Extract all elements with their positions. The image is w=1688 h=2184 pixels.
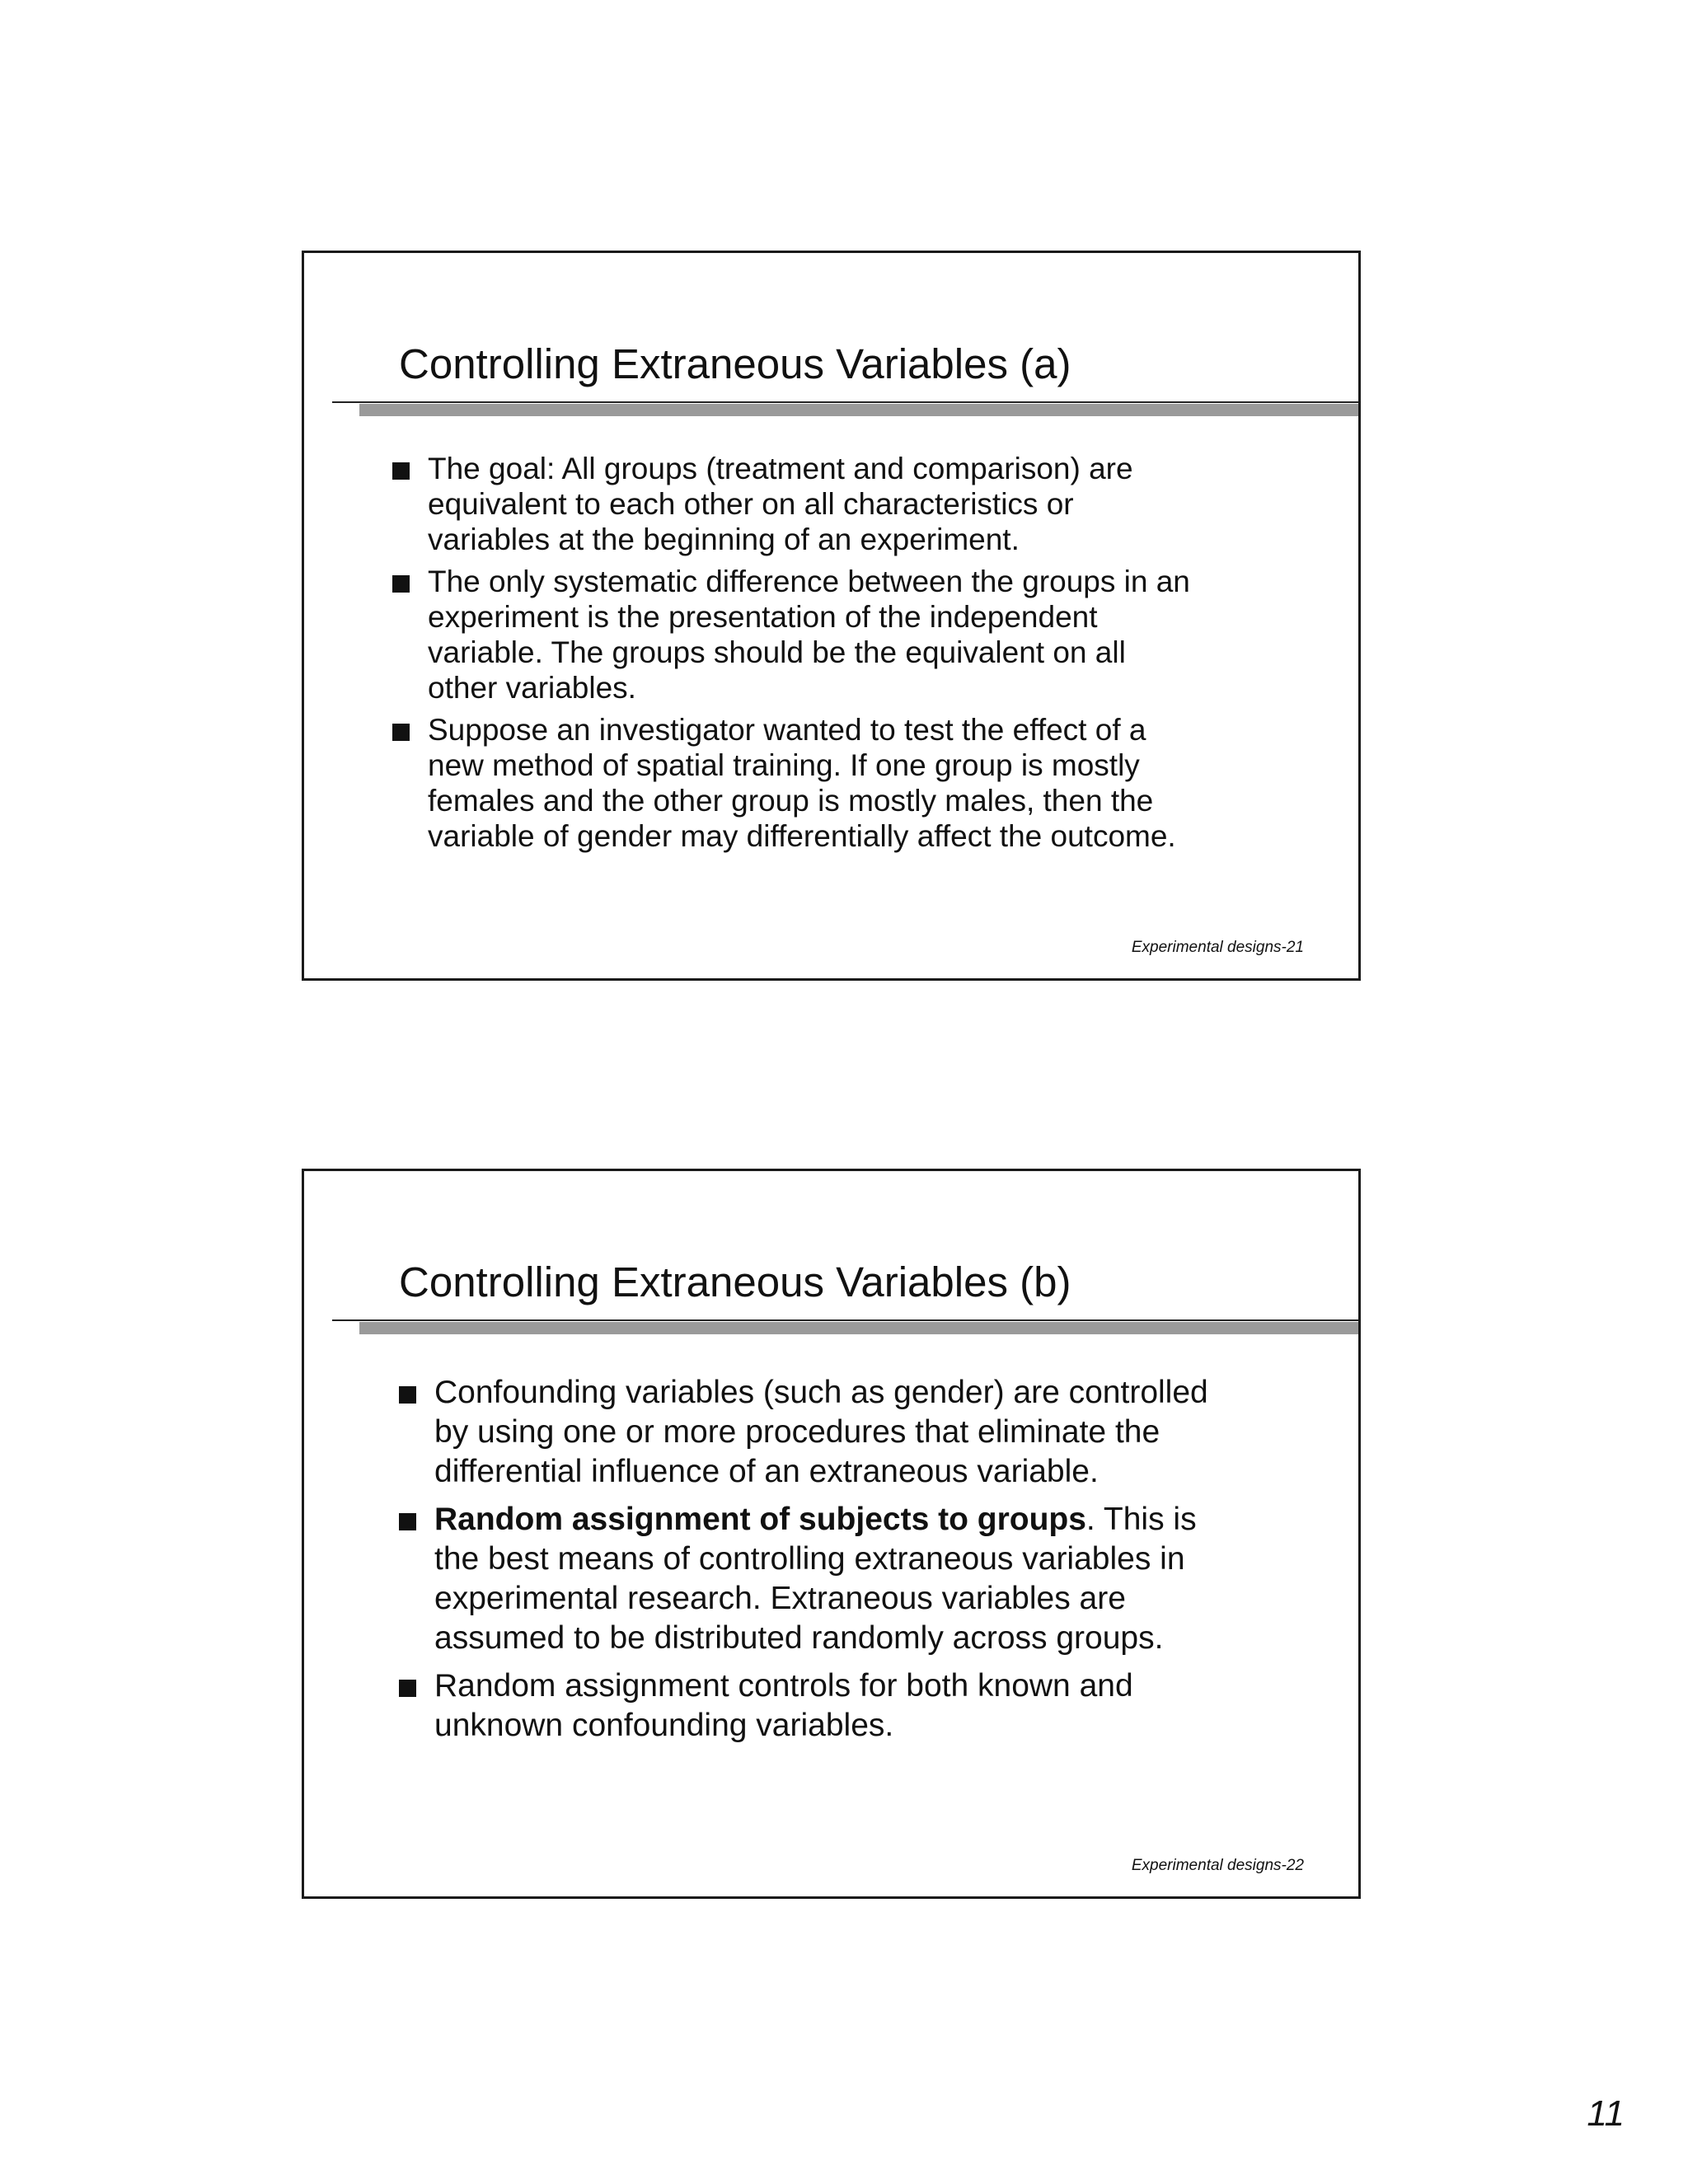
bullet-line-rest: . This is <box>1085 1502 1197 1537</box>
bullet-list <box>392 451 1190 860</box>
bullet-text <box>428 564 1190 705</box>
square-bullet-icon <box>392 462 410 480</box>
bullet-line: The only systematic difference between the groups in an <box>428 565 1190 598</box>
title-divider-bar <box>359 404 1358 416</box>
page-number: 11 <box>1587 2093 1625 2134</box>
title-divider <box>332 401 1358 403</box>
title-divider <box>332 1319 1358 1321</box>
bullet-item <box>392 451 1190 557</box>
bullet-emphasis: Random assignment of subjects to groups <box>434 1502 1086 1537</box>
title-divider-bar <box>359 1322 1358 1334</box>
bullet-line: other variables. <box>428 671 636 705</box>
slide-22 <box>302 1169 1361 1899</box>
bullet-text <box>428 451 1190 557</box>
slide-footer: Experimental designs-22 <box>1131 1857 1304 1874</box>
bullet-text <box>434 1666 1208 1746</box>
bullet-line <box>434 1500 1208 1540</box>
bullet-item <box>392 564 1190 705</box>
bullet-item <box>399 1666 1208 1746</box>
bullet-line: variable of gender may differentially affect the outcome. <box>428 819 1176 853</box>
square-bullet-icon <box>392 575 410 593</box>
slide-21 <box>302 251 1361 981</box>
slide-title: Controlling Extraneous Variables (a) <box>399 340 1071 387</box>
bullet-item <box>392 712 1190 854</box>
bullet-line: variables at the beginning of an experiment. <box>428 523 1020 556</box>
bullet-line: The goal: All groups (treatment and comparison) are <box>428 452 1133 485</box>
bullet-text <box>434 1373 1208 1492</box>
bullet-line: differential influence of an extraneous variable. <box>434 1454 1099 1489</box>
bullet-line: variable. The groups should be the equivalent on all <box>428 635 1126 669</box>
bullet-item <box>399 1500 1208 1658</box>
slide-title: Controlling Extraneous Variables (b) <box>399 1258 1071 1305</box>
bullet-line: unknown confounding variables. <box>434 1708 894 1743</box>
bullet-line: equivalent to each other on all characteristics or <box>428 487 1074 521</box>
slide-footer: Experimental designs-21 <box>1131 939 1304 956</box>
bullet-line: experimental research. Extraneous variables are <box>434 1581 1126 1616</box>
bullet-line: experiment is the presentation of the independent <box>428 600 1098 634</box>
bullet-line: assumed to be distributed randomly across groups. <box>434 1620 1164 1656</box>
square-bullet-icon <box>399 1680 416 1697</box>
bullet-text <box>434 1500 1208 1658</box>
square-bullet-icon <box>399 1386 416 1404</box>
bullet-line: Random assignment controls for both known and <box>434 1668 1133 1704</box>
square-bullet-icon <box>399 1513 416 1530</box>
bullet-line: Confounding variables (such as gender) are controlled <box>434 1375 1208 1410</box>
square-bullet-icon <box>392 724 410 741</box>
bullet-line: the best means of controlling extraneous variables in <box>434 1541 1185 1577</box>
bullet-line: by using one or more procedures that eliminate the <box>434 1414 1160 1450</box>
bullet-list <box>399 1373 1208 1754</box>
bullet-text <box>428 712 1190 854</box>
bullet-line: females and the other group is mostly males, then the <box>428 784 1154 818</box>
bullet-line: new method of spatial training. If one group is mostly <box>428 748 1140 782</box>
bullet-item <box>399 1373 1208 1492</box>
bullet-line: Suppose an investigator wanted to test the effect of a <box>428 713 1146 747</box>
